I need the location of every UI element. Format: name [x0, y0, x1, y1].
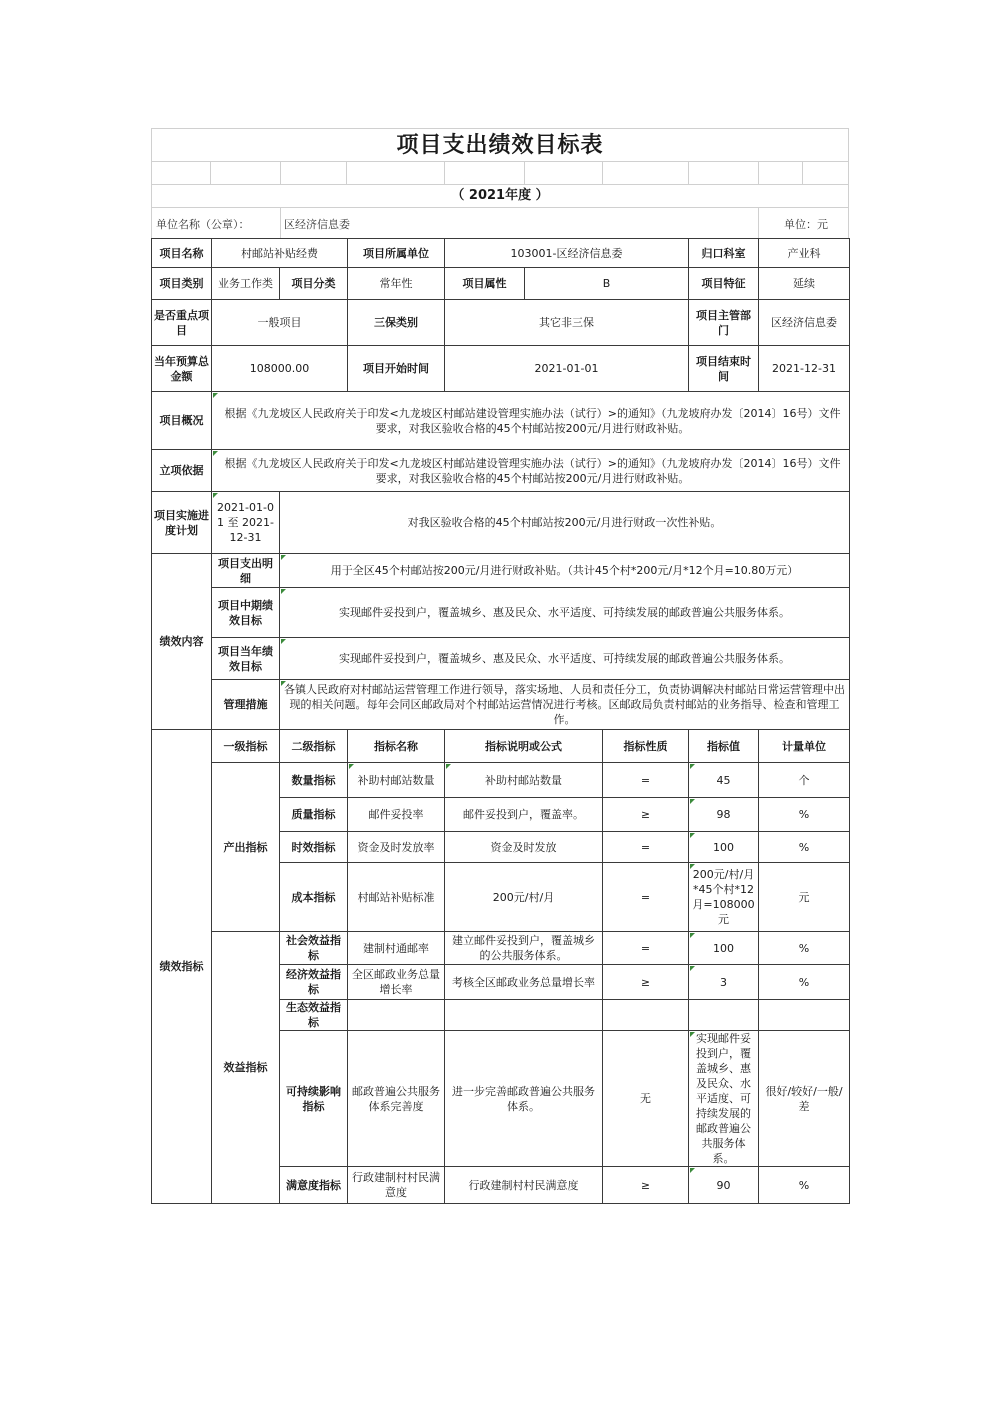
indicator-name: 补助村邮站数量 [348, 763, 445, 798]
indicator-level2: 经济效益指标 [280, 965, 348, 1000]
feature-label: 项目特征 [689, 268, 759, 300]
row-overview [152, 392, 850, 450]
attr-label: 项目属性 [445, 268, 525, 300]
indicator-value [689, 1000, 759, 1031]
key-label: 是否重点项目 [152, 300, 212, 346]
indicator-nature: = [603, 863, 689, 932]
indicator-nature: ≥ [603, 1167, 689, 1204]
unit-row [151, 207, 849, 238]
indicator-level2: 成本指标 [280, 863, 348, 932]
attr-value: B [525, 268, 689, 300]
perf-label-2: 项目当年绩效目标 [212, 638, 280, 680]
key-value: 一般项目 [212, 300, 348, 346]
performance-target-sheet [151, 128, 849, 1204]
indicator-name: 资金及时发放率 [348, 832, 445, 863]
category-value: 业务工作类 [212, 268, 280, 300]
indicator-desc: 行政建制村村民满意度 [445, 1167, 603, 1204]
indicator-unit [759, 1000, 850, 1031]
row-basis [152, 450, 850, 492]
indicator-row [152, 763, 850, 798]
indicator-desc [445, 1000, 603, 1031]
indicator-name [348, 1000, 445, 1031]
indicator-value: 45 [689, 763, 759, 798]
basis-text: 根据《九龙坡区人民政府关于印发<九龙坡区村邮站建设管理实施办法（试行）>的通知》（九龙坡府办发〔2014〕16号）文件要求，对我区验收合格的45个村邮站按200元/月进行财政补贴。 [212, 450, 850, 492]
indicator-row [152, 932, 850, 965]
sanbao-value: 其它非三保 [445, 300, 689, 346]
row-perf-detail [152, 554, 850, 588]
indicator-desc: 200元/村/月 [445, 863, 603, 932]
indicator-unit: % [759, 965, 850, 1000]
sanbao-label: 三保类别 [348, 300, 445, 346]
row-name [152, 239, 850, 268]
office-value: 产业科 [759, 239, 850, 268]
indicator-desc: 进一步完善邮政普遍公共服务体系。 [445, 1031, 603, 1167]
end-label: 项目结束时间 [689, 346, 759, 392]
indicator-desc: 考核全区邮政业务总量增长率 [445, 965, 603, 1000]
class-value: 常年性 [348, 268, 445, 300]
indicator-value: 98 [689, 798, 759, 832]
indicator-nature: ≥ [603, 965, 689, 1000]
row-category [152, 268, 850, 300]
sheet-year: （ 2021年度 ） [151, 184, 849, 207]
project-name-label: 项目名称 [152, 239, 212, 268]
manager-value: 区经济信息委 [759, 300, 850, 346]
indicator-unit: % [759, 832, 850, 863]
indicator-name: 建制村通邮率 [348, 932, 445, 965]
header-level2: 二级指标 [280, 730, 348, 763]
indicator-name: 行政建制村村民满意度 [348, 1167, 445, 1204]
performance-label: 绩效内容 [152, 554, 212, 730]
indicator-unit: 个 [759, 763, 850, 798]
row-key [152, 300, 850, 346]
project-dept-value: 103001-区经济信息委 [445, 239, 689, 268]
unit-name-label: 单位名称（公章）： [156, 218, 250, 231]
perf-text-0: 用于全区45个村邮站按200元/月进行财政补贴。（共计45个村*200元/月*12个月=10.80万元） [280, 554, 850, 588]
indicator-name: 村邮站补贴标准 [348, 863, 445, 932]
overview-label: 项目概况 [152, 392, 212, 450]
indicator-level2: 社会效益指标 [280, 932, 348, 965]
manager-label: 项目主管部门 [689, 300, 759, 346]
indicator-value: 100 [689, 832, 759, 863]
indicator-level2: 质量指标 [280, 798, 348, 832]
indicator-header-row [152, 730, 850, 763]
indicator-nature: = [603, 932, 689, 965]
target-table [151, 238, 850, 1204]
indicators-label: 绩效指标 [152, 730, 212, 1204]
indicator-nature [603, 1000, 689, 1031]
indicator-value: 3 [689, 965, 759, 1000]
header-desc: 指标说明或公式 [445, 730, 603, 763]
indicator-value: 90 [689, 1167, 759, 1204]
header-nature: 指标性质 [603, 730, 689, 763]
indicator-unit: 很好/较好/一般/差 [759, 1031, 850, 1167]
row-perf-mgmt [152, 680, 850, 730]
basis-label: 立项依据 [152, 450, 212, 492]
start-value: 2021-01-01 [445, 346, 689, 392]
project-name-value: 村邮站补贴经费 [212, 239, 348, 268]
indicator-desc: 补助村邮站数量 [445, 763, 603, 798]
header-name: 指标名称 [348, 730, 445, 763]
row-plan [152, 492, 850, 554]
indicator-nature: ≥ [603, 798, 689, 832]
indicator-unit: % [759, 1167, 850, 1204]
indicator-unit: % [759, 932, 850, 965]
perf-label-3: 管理措施 [212, 680, 280, 730]
indicator-level2: 时效指标 [280, 832, 348, 863]
category-label: 项目类别 [152, 268, 212, 300]
unit-name-value: 区经济信息委 [284, 218, 350, 231]
perf-label-1: 项目中期绩效目标 [212, 588, 280, 638]
indicator-desc: 建立邮件妥投到户，覆盖城乡的公共服务体系。 [445, 932, 603, 965]
header-level1: 一级指标 [212, 730, 280, 763]
indicator-level2: 数量指标 [280, 763, 348, 798]
indicator-value: 100 [689, 932, 759, 965]
row-perf-mid [152, 588, 850, 638]
plan-label: 项目实施进度计划 [152, 492, 212, 554]
benefit-label: 效益指标 [212, 932, 280, 1204]
plan-text: 对我区验收合格的45个村邮站按200元/月进行财政一次性补贴。 [280, 492, 850, 554]
indicator-unit: % [759, 798, 850, 832]
perf-label-0: 项目支出明细 [212, 554, 280, 588]
indicator-name: 邮政普遍公共服务体系完善度 [348, 1031, 445, 1167]
indicator-level2: 可持续影响指标 [280, 1031, 348, 1167]
sheet-title: 项目支出绩效目标表 [151, 128, 849, 161]
indicator-desc: 邮件妥投到户，覆盖率。 [445, 798, 603, 832]
indicator-level2: 满意度指标 [280, 1167, 348, 1204]
perf-text-3: 各镇人民政府对村邮站运营管理工作进行领导，落实场地、人员和责任分工，负责协调解决村邮站日常运营管理中出现的相关问题。每年会同区邮政局对个村邮站运营情况进行考核。区邮政局负责村邮站的业务指导、检查和管理工作。 [280, 680, 850, 730]
office-label: 归口科室 [689, 239, 759, 268]
row-budget [152, 346, 850, 392]
blank-row [151, 161, 849, 184]
indicator-nature: = [603, 832, 689, 863]
output-label: 产出指标 [212, 763, 280, 932]
indicator-level2: 生态效益指标 [280, 1000, 348, 1031]
budget-value: 108000.00 [212, 346, 348, 392]
project-dept-label: 项目所属单位 [348, 239, 445, 268]
indicator-desc: 资金及时发放 [445, 832, 603, 863]
indicator-value: 实现邮件妥投到户，覆盖城乡、惠及民众、水平适度、可持续发展的邮政普遍公共服务体系。 [689, 1031, 759, 1167]
perf-text-1: 实现邮件妥投到户，覆盖城乡、惠及民众、水平适度、可持续发展的邮政普遍公共服务体系。 [280, 588, 850, 638]
start-label: 项目开始时间 [348, 346, 445, 392]
indicator-value: 200元/村/月*45个村*12月=108000元 [689, 863, 759, 932]
indicator-name: 全区邮政业务总量增长率 [348, 965, 445, 1000]
perf-text-2: 实现邮件妥投到户，覆盖城乡、惠及民众、水平适度、可持续发展的邮政普遍公共服务体系。 [280, 638, 850, 680]
header-value: 指标值 [689, 730, 759, 763]
class-label: 项目分类 [280, 268, 348, 300]
row-perf-year [152, 638, 850, 680]
indicator-name: 邮件妥投率 [348, 798, 445, 832]
budget-label: 当年预算总金额 [152, 346, 212, 392]
unit-label: 单位：元 [784, 218, 828, 231]
end-value: 2021-12-31 [759, 346, 850, 392]
indicator-unit: 元 [759, 863, 850, 932]
indicator-nature: = [603, 763, 689, 798]
plan-period: 2021-01-01 至 2021-12-31 [212, 492, 280, 554]
overview-text: 根据《九龙坡区人民政府关于印发<九龙坡区村邮站建设管理实施办法（试行）>的通知》（九龙坡府办发〔2014〕16号）文件要求，对我区验收合格的45个村邮站按200元/月进行财政补贴。 [212, 392, 850, 450]
header-unit: 计量单位 [759, 730, 850, 763]
feature-value: 延续 [759, 268, 850, 300]
indicator-nature: 无 [603, 1031, 689, 1167]
